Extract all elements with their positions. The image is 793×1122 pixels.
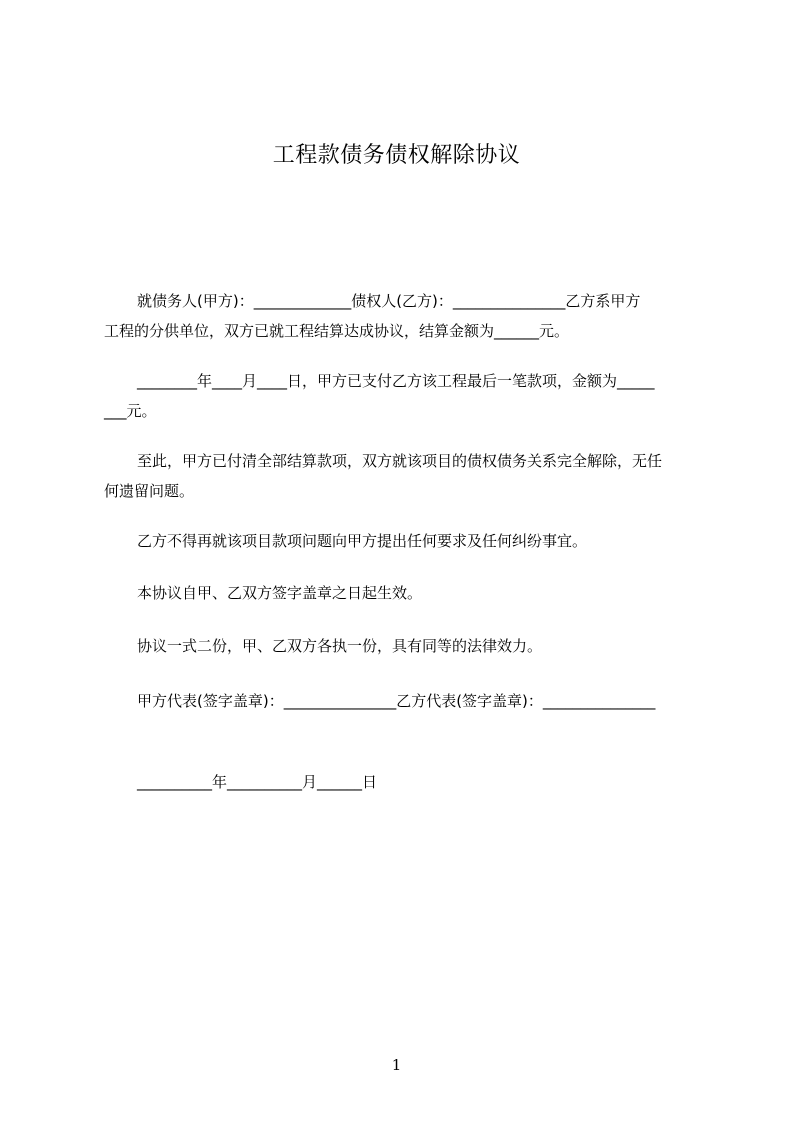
paragraph-copies [104,631,706,661]
signature-line [104,686,706,716]
page-title: 工程款债务债权解除协议 [272,143,521,168]
page-number: 1 [391,1056,402,1074]
paragraph-no-claims [104,526,706,556]
paragraph-line: 就债务人(甲方)：_____________债权人(乙方)：_______________乙方系甲方 [137,292,641,310]
paragraph-payment [104,366,706,426]
paragraph-line: 至此，甲方已付清全部结算款项，双方就该项目的债权债务关系完全解除，无任 [137,452,663,470]
paragraph-effective [104,578,706,608]
paragraph-line: ________年____月____日，甲方已支付乙方该工程最后一笔款项，金额为_____ [137,372,655,390]
date-line [104,767,706,797]
paragraph-line: 工程的分供单位，双方已就工程结算达成协议，结算金额为______元。 [104,322,570,340]
paragraph-line: 本协议自甲、乙双方签字盖章之日起生效。 [137,584,423,602]
paragraph-settlement [104,446,706,506]
paragraph-line: ___元。 [104,402,157,420]
paragraph-line: __________年__________月______日 [137,773,378,791]
paragraph-line: 何遗留问题。 [104,482,195,500]
paragraph-parties [104,286,706,346]
paragraph-line: 乙方不得再就该项目款项问题向甲方提出任何要求及任何纠纷事宜。 [137,532,588,550]
paragraph-line: 甲方代表(签字盖章)：_______________乙方代表(签字盖章)：_______________ [137,692,656,710]
paragraph-line: 协议一式二份，甲、乙双方各执一份，具有同等的法律效力。 [137,637,543,655]
